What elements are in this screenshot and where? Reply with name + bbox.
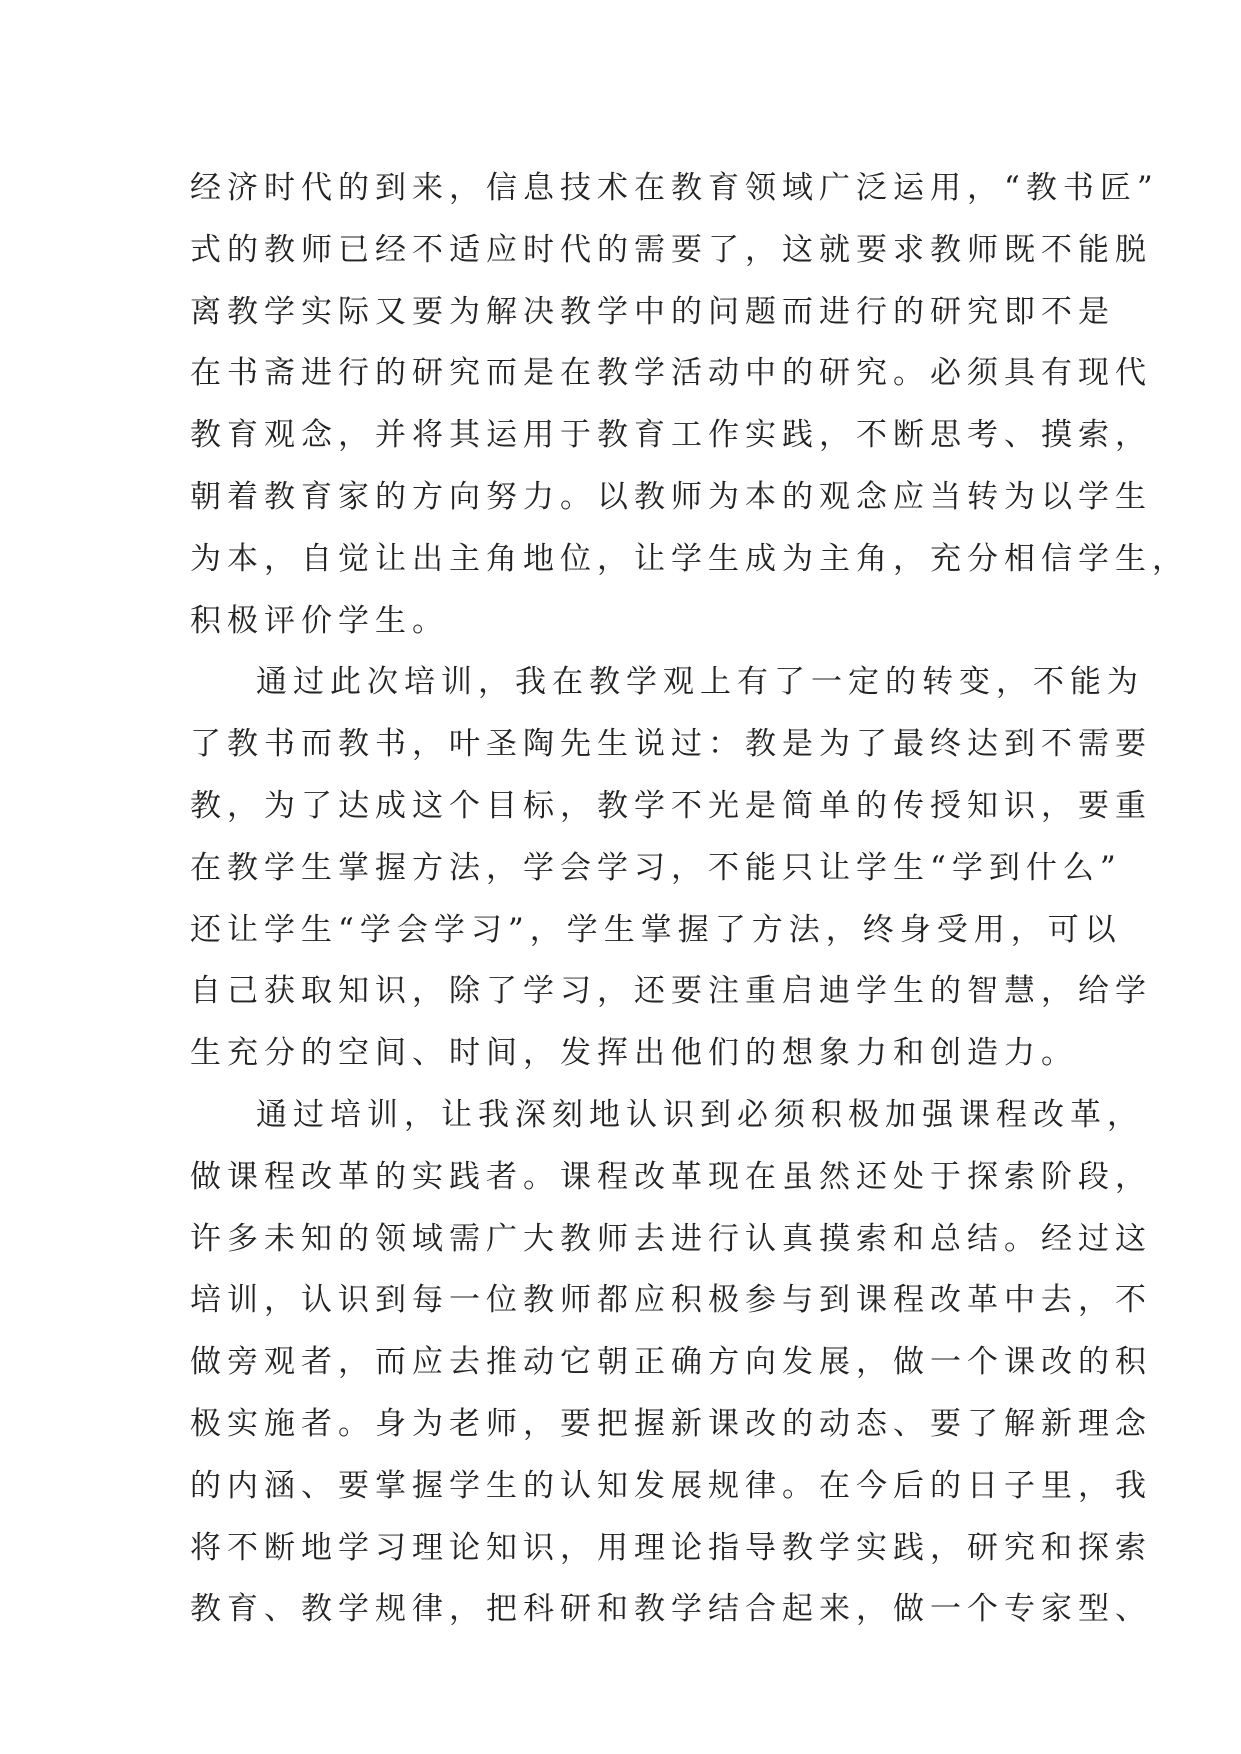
text-line: 在教学生掌握方法，学会学习，不能只让学生“学到什么” (190, 849, 1122, 886)
text-line: 自己获取知识，除了学习，还要注重启迪学生的智慧，给学 (190, 973, 1152, 1010)
text-line: 教，为了达成这个目标，教学不光是简单的传授知识，要重 (190, 787, 1152, 824)
text-line: 式的教师已经不适应时代的需要了，这就要求教师既不能脱 (190, 231, 1152, 268)
text-line: 积极评价学生。 (190, 602, 449, 639)
text-line: 还让学生“学会学习”，学生掌握了方法，终身受用，可以 (190, 911, 1122, 948)
paragraph-1 (190, 158, 1189, 652)
text-line: 许多未知的领域需广大教师去进行认真摸索和总结。经过这 (190, 1220, 1152, 1257)
paragraph-3 (190, 1085, 1152, 1641)
text-line: 了教书而教书，叶圣陶先生说过：教是为了最终达到不需要 (190, 726, 1152, 763)
text-line: 离教学实际又要为解决教学中的问题而进行的研究即不是 (190, 293, 1115, 330)
paragraph-2 (190, 652, 1152, 1085)
document-body (190, 158, 1189, 1641)
text-line: 在书斋进行的研究而是在教学活动中的研究。必须具有现代 (190, 355, 1152, 392)
text-line: 做旁观者，而应去推动它朝正确方向发展，做一个课改的积 (190, 1344, 1152, 1381)
text-line: 的内涵、要掌握学生的认知发展规律。在今后的日子里，我 (190, 1467, 1152, 1504)
text-line: 培训，认识到每一位教师都应积极参与到课程改革中去，不 (190, 1282, 1152, 1319)
text-line: 教育、教学规律，把科研和教学结合起来，做一个专家型、 (190, 1591, 1152, 1628)
text-line: 为本，自觉让出主角地位，让学生成为主角，充分相信学生， (190, 540, 1189, 577)
text-line: 通过培训，让我深刻地认识到必须积极加强课程改革， (256, 1096, 1144, 1133)
text-line: 经济时代的到来，信息技术在教育领域广泛运用，“教书匠” (190, 170, 1159, 206)
text-line: 通过此次培训，我在教学观上有了一定的转变，不能为 (256, 664, 1144, 701)
text-line: 生充分的空间、时间，发挥出他们的想象力和创造力。 (190, 1035, 1078, 1072)
text-line: 极实施者。身为老师，要把握新课改的动态、要了解新理念 (190, 1405, 1152, 1442)
text-line: 做课程改革的实践者。课程改革现在虽然还处于探索阶段， (190, 1158, 1152, 1195)
text-line: 将不断地学习理论知识，用理论指导教学实践，研究和探索 (190, 1529, 1152, 1566)
text-line: 教育观念，并将其运用于教育工作实践，不断思考、摸索， (190, 417, 1152, 454)
text-line: 朝着教育家的方向努力。以教师为本的观念应当转为以学生 (190, 478, 1152, 515)
